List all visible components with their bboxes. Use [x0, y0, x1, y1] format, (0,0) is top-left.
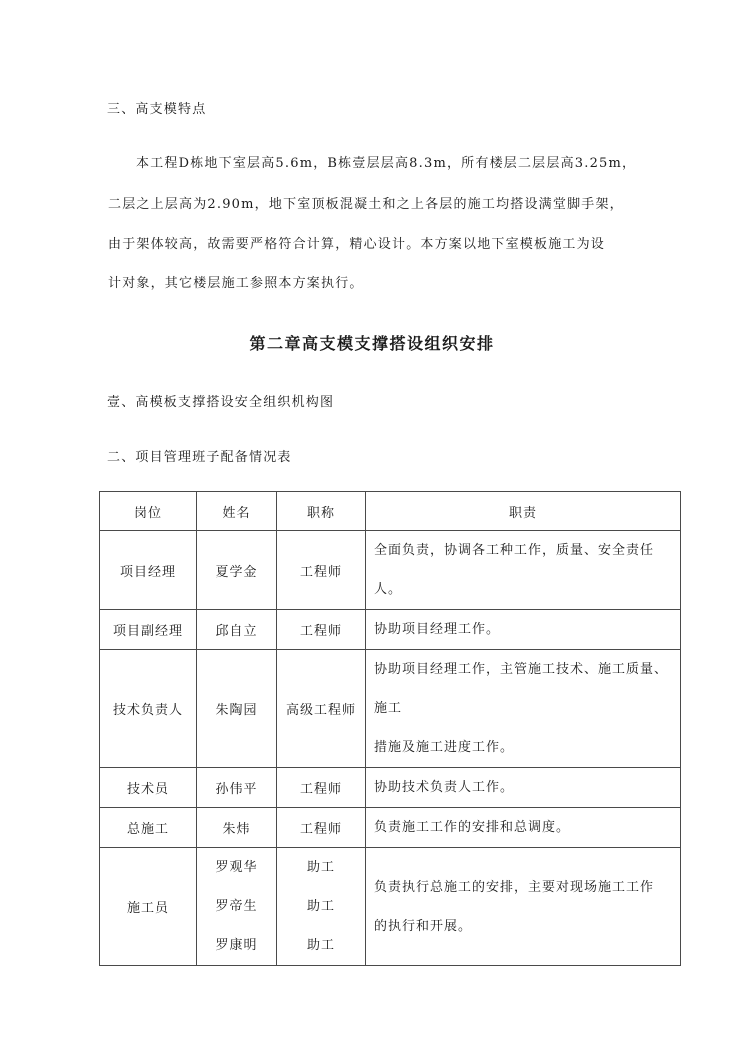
cell-title: 助工 [306, 860, 335, 875]
duty-line: 负责施工工作的安排和总调度。 [374, 820, 571, 835]
cell-name: 罗观华 [215, 860, 258, 875]
cell-position: 总施工 [100, 808, 197, 848]
chapter-title: 第二章高支模支撑搭设组织安排 [249, 334, 495, 353]
duty-line: 负责执行总施工的安排，主要对现场施工工作 [374, 879, 655, 895]
cell-duty [366, 610, 681, 650]
cell-title: 助工 [306, 938, 335, 953]
staff-table [99, 491, 681, 966]
cell-position: 施工员 [100, 848, 197, 966]
duty-line: 协助项目经理工作。 [374, 622, 501, 637]
cell-duty [366, 650, 681, 768]
cell-title: 工程师 [277, 768, 366, 808]
paragraph-line: 本工程D栋地下室层高5.6m，B栋壹层层高8.3m，所有楼层二层层高3.25m， [136, 156, 637, 171]
header-duty: 职责 [366, 492, 681, 531]
subsection-heading-1: 壹、高模板支撑搭设安全组织机构图 [107, 395, 335, 410]
cell-duty [366, 848, 681, 966]
cell-duty [366, 808, 681, 848]
cell-name: 罗康明 [215, 938, 258, 953]
cell-position: 技术负责人 [100, 650, 197, 768]
paragraph-line: 由于架体较高，故需要严格符合计算，精心设计。本方案以地下室模板施工为设 [108, 237, 606, 252]
table-row [100, 848, 681, 966]
header-name: 姓名 [197, 492, 277, 531]
duty-line: 协助项目经理工作，主管施工技术、施工质量、施工 [374, 662, 669, 716]
paragraph-line: 二层之上层高为2.90m，地下室顶板混凝土和之上各层的施工均搭设满堂脚手架， [108, 197, 624, 212]
cell-position: 项目副经理 [100, 610, 197, 650]
table-row [100, 531, 681, 610]
cell-title: 高级工程师 [277, 650, 366, 768]
cell-name: 朱炜 [197, 808, 277, 848]
cell-name: 邱自立 [197, 610, 277, 650]
cell-titles [277, 848, 366, 966]
cell-title: 工程师 [277, 610, 366, 650]
cell-duty [366, 531, 681, 610]
header-title: 职称 [277, 492, 366, 531]
cell-duty [366, 768, 681, 808]
cell-position: 技术员 [100, 768, 197, 808]
cell-position: 项目经理 [100, 531, 197, 610]
header-position: 岗位 [100, 492, 197, 531]
duty-line: 协助技术负责人工作。 [374, 780, 515, 795]
duty-line: 的执行和开展。 [374, 918, 473, 934]
table-row [100, 768, 681, 808]
duty-line: 全面负责，协调各工种工作，质量、安全责任 [374, 543, 655, 558]
cell-title: 工程师 [277, 531, 366, 610]
cell-names [197, 848, 277, 966]
duty-line: 人。 [374, 582, 403, 597]
table-row [100, 808, 681, 848]
paragraph-line: 计对象，其它楼层施工参照本方案执行。 [108, 276, 364, 291]
duty-line: 措施及施工进度工作。 [374, 740, 515, 755]
cell-title: 工程师 [277, 808, 366, 848]
subsection-heading-2: 二、项目管理班子配备情况表 [107, 450, 292, 465]
section-heading-3: 三、高支模特点 [107, 102, 207, 117]
cell-name: 朱陶园 [197, 650, 277, 768]
cell-name: 罗帝生 [215, 899, 258, 914]
cell-name: 孙伟平 [197, 768, 277, 808]
table-row [100, 610, 681, 650]
cell-name: 夏学金 [197, 531, 277, 610]
table-header-row [100, 492, 681, 531]
cell-title: 助工 [306, 899, 335, 914]
table-row [100, 650, 681, 768]
